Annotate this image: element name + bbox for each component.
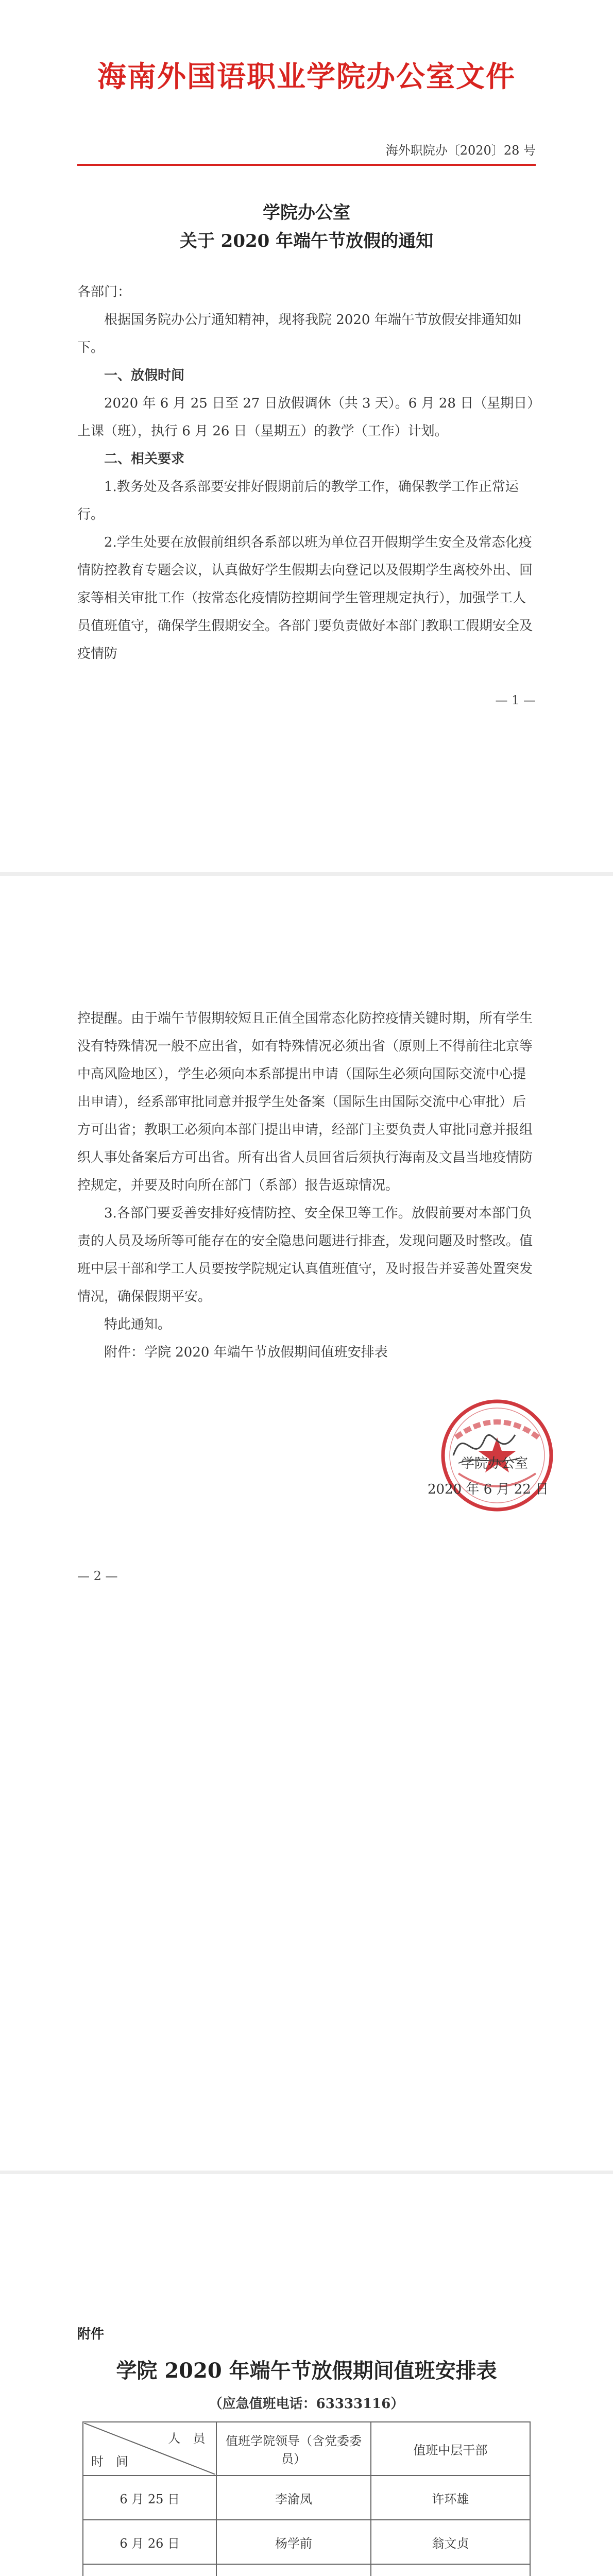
section-2-heading: 二、相关要求: [104, 451, 185, 467]
row-cadre: 许环雄: [371, 2476, 530, 2520]
title-line-1: 学院办公室: [263, 202, 350, 223]
signing-date: 2020 年 6 月 22 日: [428, 1482, 549, 1497]
header-cadre: 值班中层干部: [371, 2422, 530, 2476]
requirement-3: 3.各部门要妥善安排好疫情防控、安全保卫等工作。放假前要对本部门负责的人员及场所等可能存在的安全隐患问题进行排查，发现问题及时整改。值班中层干部和学工人员要按学院规定认真值班值守，及时报告并妥善处置突发情况，确保假期平安。: [77, 1206, 533, 1304]
section-1-heading: 一、放假时间: [104, 368, 185, 383]
page-3: [0, 2174, 613, 2576]
table-row: [83, 2564, 530, 2576]
row-cadre: 翁文贞: [371, 2520, 530, 2564]
requirement-2-part-1: 2.学生处要在放假前组织各系部以班为单位召开假期学生安全及常态化疫情防控教育专题会议，认真做好学生假期去向登记以及假期学生离校外出、回家等相关审批工作（按常态化疫情防控期间学生管理规定执行），加强学工人员值班值守，确保学生假期安全。各部门要负责做好本部门教职工假期安全及疫情防: [77, 535, 533, 662]
page-number-2: — 2 —: [77, 1569, 118, 1583]
document-number: 海外职院办〔2020〕28 号: [385, 143, 536, 158]
diagonal-header-cell: [83, 2422, 216, 2476]
page-number-1: — 1 —: [495, 693, 536, 707]
red-divider: [77, 164, 536, 166]
table-row: [83, 2476, 530, 2520]
table-header-row: [83, 2422, 530, 2476]
row-leader: 杨学前: [216, 2520, 370, 2564]
header-people: 人 员: [168, 2431, 206, 2446]
row-cadre: [371, 2564, 530, 2576]
salutation: 各部门：: [77, 284, 131, 300]
closing: 特此通知。: [104, 1317, 172, 1332]
body-text-page-2: [77, 1005, 536, 1366]
title-line-2: 关于 2020 年端午节放假的通知: [179, 231, 434, 251]
red-header: 海南外国语职业学院办公室文件: [97, 60, 516, 94]
header-time: 时 间: [91, 2454, 128, 2469]
section-1-text: 2020 年 6 月 25 日至 27 日放假调休（共 3 天）。6 月 28 日（星期日）上课（班），执行 6 月 26 日（星期五）的教学（工作）计划。: [77, 396, 534, 439]
row-date: 6 月 25 日: [83, 2476, 216, 2520]
duty-schedule-table: [82, 2421, 531, 2576]
annex-label: 附件: [77, 2327, 105, 2342]
table-title: 学院 2020 年端午节放假期间值班安排表: [116, 2359, 497, 2383]
body-text-page-1: [77, 278, 536, 668]
table-row: [83, 2520, 530, 2564]
row-leader: 李渝凤: [216, 2476, 370, 2520]
signing-organization: 学院办公室: [461, 1456, 529, 1471]
requirement-1: 1.教务处及各系部要安排好假期前后的教学工作，确保教学工作正常运行。: [77, 479, 519, 522]
page-2: [0, 876, 613, 2174]
header-leader: 值班学院领导（含党委委员）: [216, 2422, 370, 2476]
requirement-2-part-2: 控提醒。由于端午节假期较短且正值全国常态化防控疫情关键时期，所有学生没有特殊情况一般不应出省，如有特殊情况必须出省（原则上不得前往北京等中高风险地区），学生必须向本系部提出申请（国际生必须向国际交流中心提出申请），经系部审批同意并报学生处备案（国际生由国际交流中心审批）后方可出省；教职工必须向本部门提出申请，经部门主要负责人审批同意并报组织人事处备案后方可出省。所有出省人员回省后须执行海南及文昌当地疫情防控规定，并要及时向所在部门（系部）报告返琼情况。: [77, 1011, 533, 1193]
intro-paragraph: 根据国务院办公厅通知精神，现将我院 2020 年端午节放假安排通知如下。: [77, 312, 522, 355]
row-leader: [216, 2564, 370, 2576]
page-1: [0, 0, 613, 876]
row-date: 6 月 26 日: [83, 2520, 216, 2564]
attachment-note: 附件：学院 2020 年端午节放假期间值班安排表: [104, 1345, 388, 1360]
row-date: [83, 2564, 216, 2576]
hotline-note: （应急值班电话：63333116）: [209, 2396, 404, 2412]
